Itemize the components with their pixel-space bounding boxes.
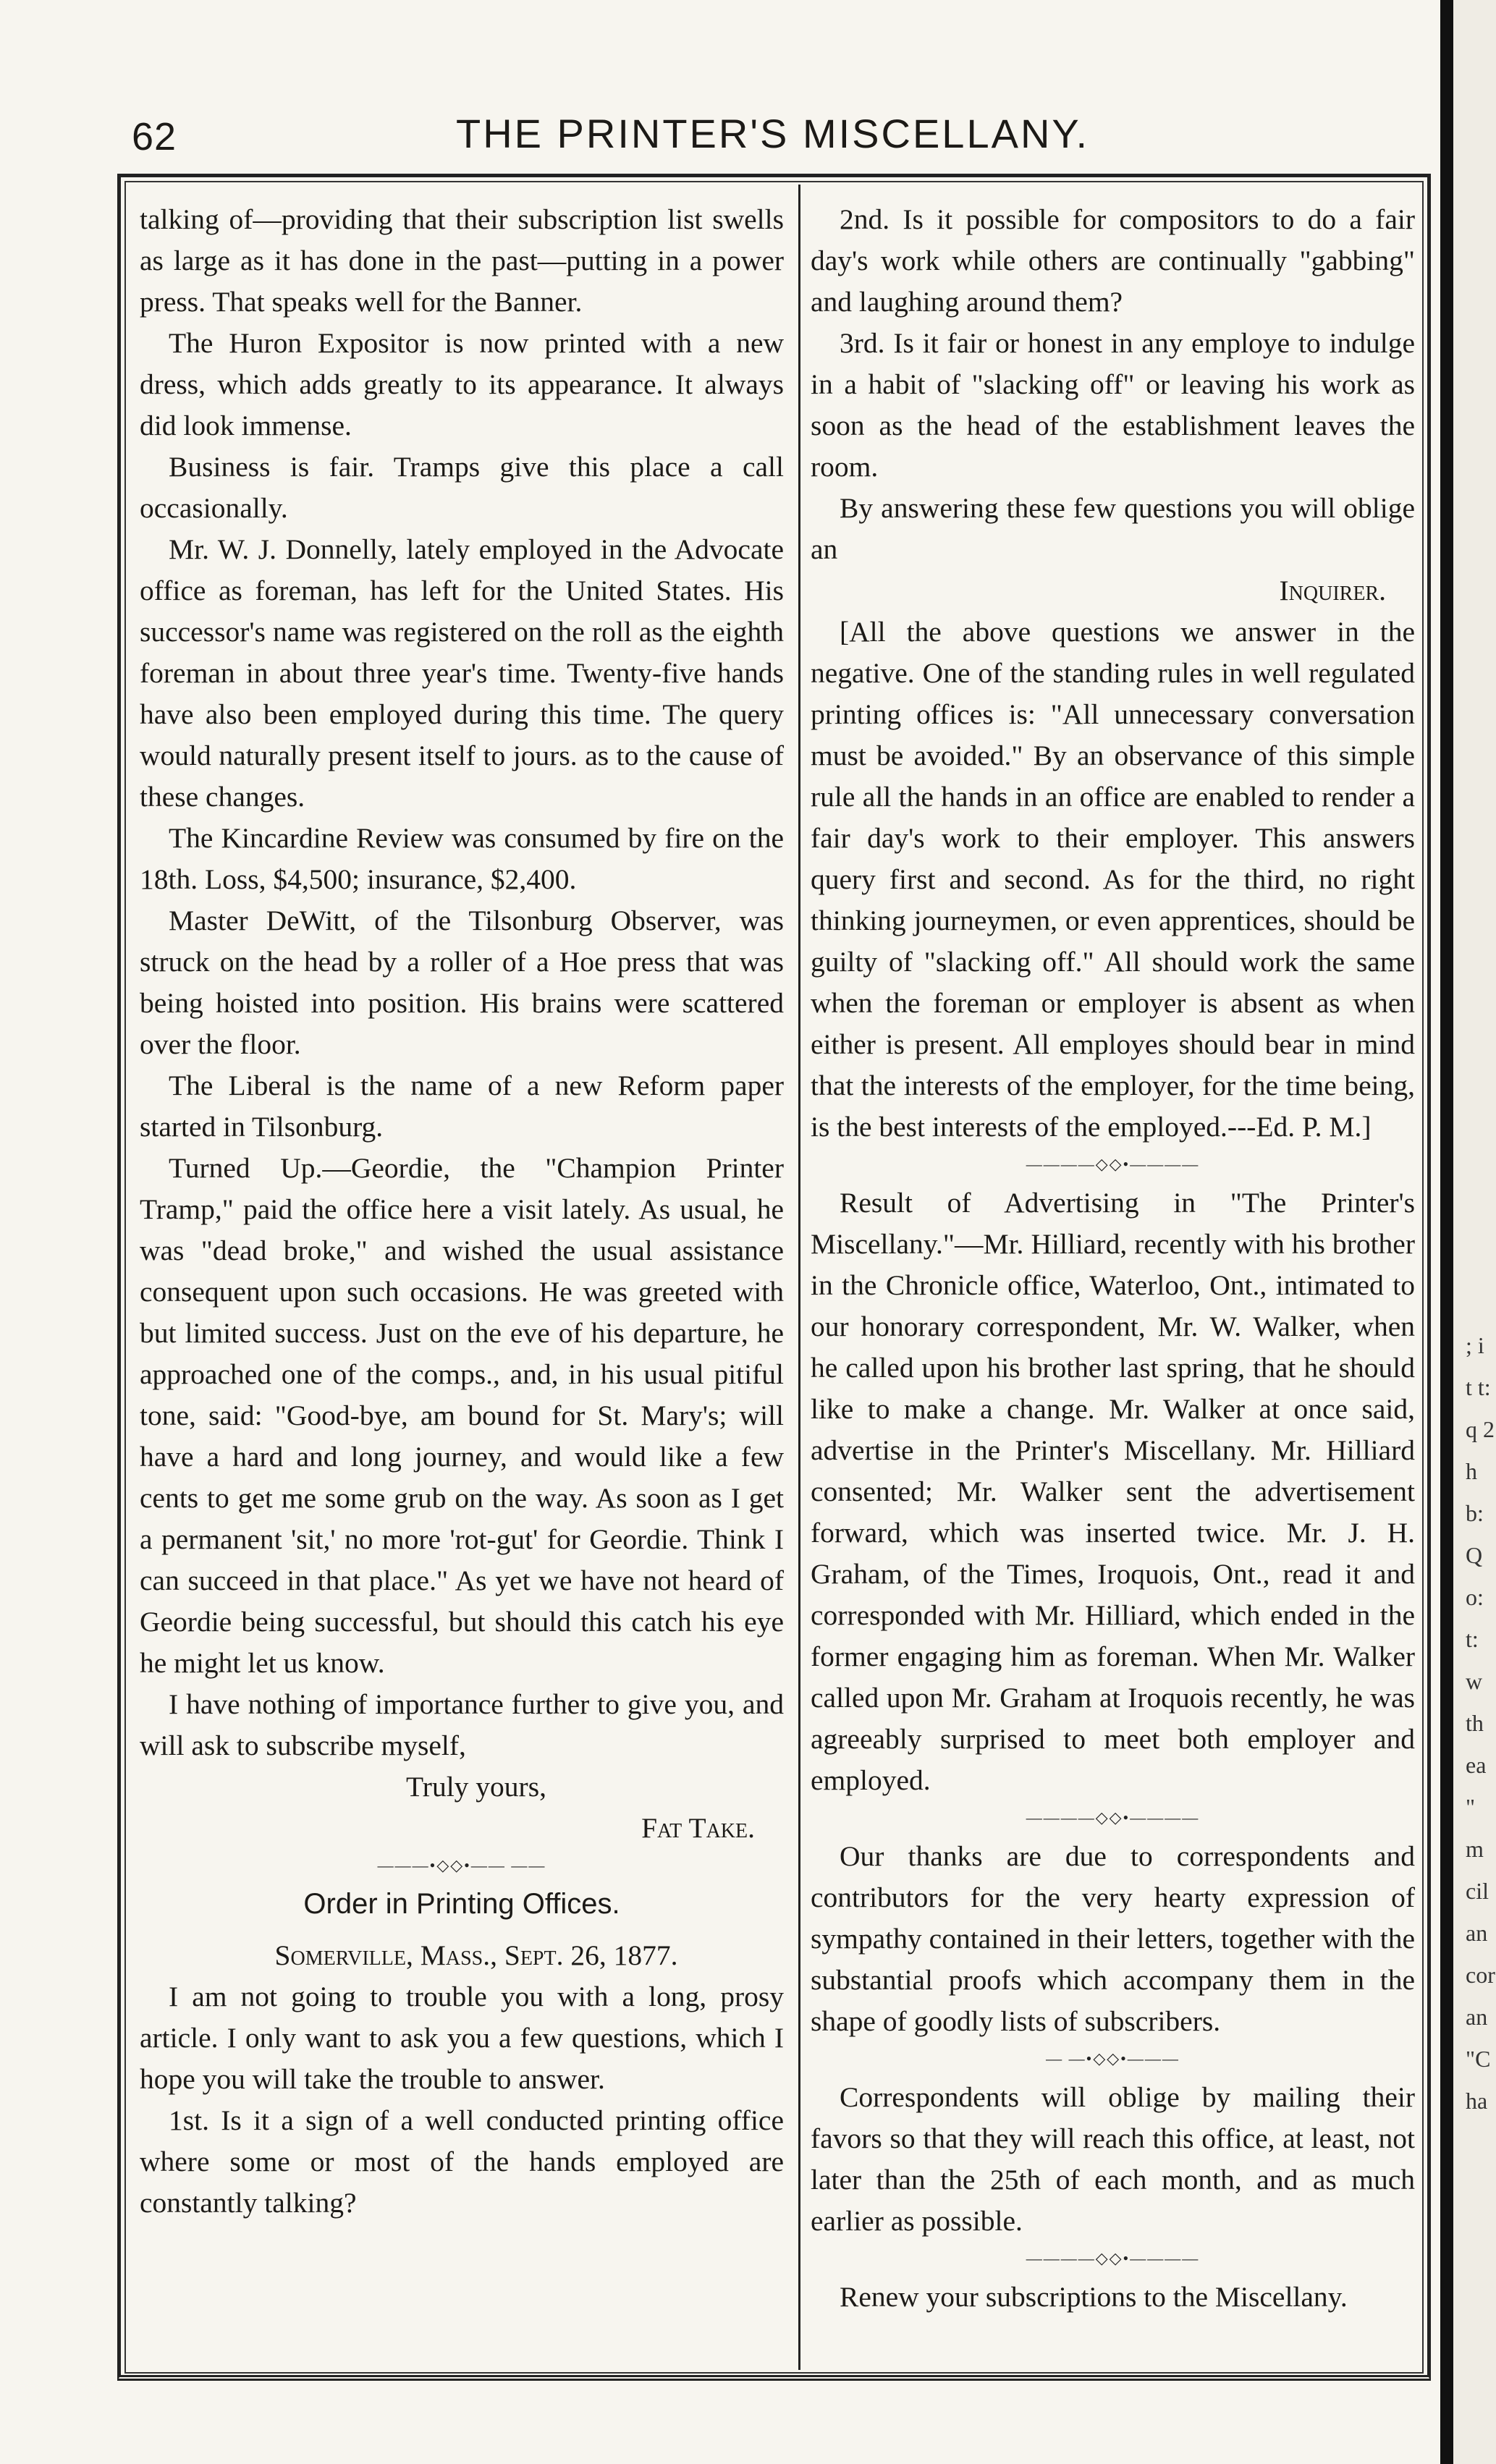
paragraph-business: Business is fair. Tramps give this place a call occasionally. (140, 451, 784, 524)
paragraph-intro: I am not going to trouble you with a long, prosy article. I only want to ask you a few questions, which I hope you will take the trouble to answer. (140, 1981, 784, 2095)
signature-name: Fat Take. (641, 1812, 755, 1844)
running-head: THE PRINTER'S MISCELLANY. (456, 111, 1090, 156)
paragraph-liberal: The Liberal is the name of a new Reform paper started in Tilsonburg. (140, 1070, 784, 1143)
paragraph-closing: I have nothing of importance further to give you, and will ask to subscribe myself, (140, 1688, 784, 1761)
paragraph-donnelly: Mr. W. J. Donnelly, lately employed in the Advocate office as foreman, has left for the United States. His successor's name was registered on the roll as the eighth foreman in about three year's time. Twenty-five hands have also been employed during this time. The query would naturally present itself to jours. as to the cause of these changes. (140, 533, 784, 813)
column-rule (798, 185, 800, 2370)
right-column (811, 199, 1415, 2318)
signoff: Truly yours, (406, 1771, 546, 1803)
section-heading: Order in Printing Offices. (303, 1888, 620, 1920)
paragraph-banner: talking of—providing that their subscription list swells as large as it has done in the past—putting in a power press. That speaks well for the Banner. (140, 203, 784, 318)
ornament-divider: ————◇◇•———— (1026, 1155, 1200, 1173)
paragraph-editor-reply: [All the above questions we answer in the negative. One of the standing rules in well regulated printing offices is: "All unnecessary conversation must be avoided." By an observance of this simple rule all the hands in an office are enabled to render a fair day's work to their employer. This answers query first and second. As for the third, no right thinking journeymen, or even apprentices, should be guilty of "slacking off." All should work the same when the foreman or employer is absent as when either is present. All employes should bear in mind that the interests of the employer, for the time being, is the best interests of the employed.---Ed. P. M.] (811, 616, 1415, 1143)
paragraph-advertising: Result of Advertising in "The Printer's Miscellany."—Mr. Hilliard, recently with his brother in the Chronicle office, Waterloo, Ont., intimated to our honorary correspondent, Mr. W. Walker, when he called upon his brother last spring, that he should like to make a change. Mr. Walker at once said, advertise in the Printer's Miscellany. Mr. Hilliard consented; Mr. Walker sent the advertisement forward, which was inserted twice. Mr. J. H. Graham, of the Times, Iroquois, Ont., read it and corresponded with Mr. Hilliard, which ended in the former engaging him as foreman. When Mr. Walker called upon Mr. Graham at Iroquois recently, he was agreeably surprised to meet both employer and employed. (811, 1187, 1415, 1796)
dateline: Somerville, Mass., Sept. 26, 1877. (274, 1939, 678, 1971)
paragraph-question-1: 1st. Is it a sign of a well conducted printing office where some or most of the hands employed are constantly talking? (140, 2104, 784, 2219)
paragraph-correspondents: Correspondents will oblige by mailing their favors so that they will reach this office, at least, not later than the 25th of each month, and as much earlier as possible. (811, 2081, 1415, 2237)
paragraph-question-2: 2nd. Is it possible for compositors to do a fair day's work while others are continually "gabbing" and laughing around them? (811, 203, 1415, 318)
ornament-divider: ————◇◇•———— (1026, 2249, 1200, 2267)
signature-inquirer: Inquirer. (1279, 575, 1386, 606)
paragraph-renew: Renew your subscriptions to the Miscellany. (840, 2281, 1348, 2313)
paragraph-kincardine: The Kincardine Review was consumed by fire on the 18th. Loss, $4,500; insurance, $2,400. (140, 822, 784, 895)
paragraph-huron-expositor: The Huron Expositor is now printed with a new dress, which adds greatly to its appearance. It always did look immense. (140, 327, 784, 441)
adjacent-page-fragments: ; i t t: q 2 h b: Q o: t: w th ea " m cil an cor an "C ha (1466, 1332, 1495, 2114)
ornament-divider: — —•◇◇•——— (1046, 2049, 1180, 2067)
paragraph-turned-up: Turned Up.—Geordie, the "Champion Printer Tramp," paid the office here a visit lately. As usual, he was "dead broke," and wished the usual assistance consequent upon such occasions. He was greeted with but limited success. Just on the eve of his departure, he approached one of the comps., and, in his usual pitiful tone, said: "Good-bye, am bound for St. Mary's; will have a hard and long journey, and would like a few cents to get me some grub on the way. As soon as I get a permanent 'sit,' no more 'rot-gut' for Geordie. Think I can succeed in that place." As yet we have not heard of Geordie being successful, but should this catch his eye he might let us know. (140, 1152, 784, 1679)
paragraph-question-3: 3rd. Is it fair or honest in any employe to indulge in a habit of "slacking off" or leaving his work as soon as the head of the establishment leaves the room. (811, 327, 1415, 483)
page-number: 62 (132, 115, 177, 158)
ornament-divider: ———•◇◇•—— —— (377, 1856, 546, 1874)
left-column (140, 199, 784, 2224)
paragraph-dewitt: Master DeWitt, of the Tilsonburg Observer, was struck on the head by a roller of a Hoe press that was being hoisted into position. His brains were scattered over the floor. (140, 905, 784, 1060)
paragraph-oblige: By answering these few questions you will oblige an (811, 492, 1415, 565)
paragraph-thanks: Our thanks are due to correspondents and contributors for the very hearty expression of sympathy contained in their letters, together with the substantial proofs which accompany them in the shape of goodly lists of subscribers. (811, 1840, 1415, 2037)
ornament-divider: ————◇◇•———— (1026, 1808, 1200, 1826)
